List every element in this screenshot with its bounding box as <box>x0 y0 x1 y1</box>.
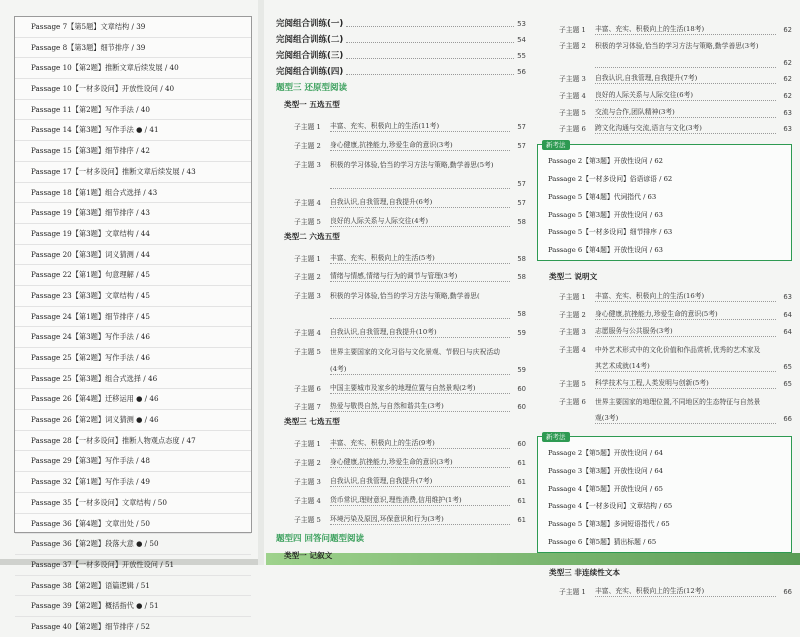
toc-entry <box>537 337 792 354</box>
subtopic-title: 自我认识,自我管理,自我提升(7考) <box>595 73 776 84</box>
subtopic-title: 良好的人际关系与人际交往(6考) <box>595 90 776 101</box>
passage-entry: Passage 8【第3题】细节排序 / 39 <box>15 38 251 59</box>
new-method-entry: Passage 2【第5题】开放性设问 / 64 <box>548 449 663 458</box>
page-number: 62 <box>783 25 792 34</box>
toc-entry <box>272 245 526 264</box>
new-method-entry: Passage 2【一材多设问】俗语谚语 / 62 <box>548 174 673 183</box>
passage-entry: Passage 26【第2题】词义猜测 ● / 46 <box>15 410 251 431</box>
passage-entry: Passage 32【第1题】写作手法 / 49 <box>15 472 251 493</box>
page-number: 61 <box>517 478 526 487</box>
toc-entry <box>537 355 792 372</box>
toc-entry <box>272 208 526 227</box>
subtopic-label: 子主题 6 <box>559 397 586 406</box>
toc-entry <box>272 430 526 449</box>
passage-entry: Passage 36【第2题】段落大意 ● / 50 <box>15 534 251 555</box>
toc-entry <box>272 506 526 525</box>
subtopic-label: 子主题 4 <box>294 199 321 207</box>
subtopic-title: 身心健康,抗挫能力,珍爱生命的意识(3考) <box>330 140 510 151</box>
right-toc-column <box>537 16 792 597</box>
new-method-entry: Passage 6【第4题】开放性设问 / 63 <box>548 246 663 255</box>
subtopic-label: 子主题 6 <box>559 125 586 134</box>
type-heading: 类型一 记叙文 <box>284 551 333 561</box>
subtopic-label: 子主题 6 <box>294 384 321 393</box>
toc-entry <box>537 68 792 85</box>
toc-entry <box>272 264 526 283</box>
subtopic-label: 子主题 4 <box>559 345 586 354</box>
passage-entry: Passage 17【一材多设问】推断文章后续发展 / 43 <box>15 162 251 183</box>
toc-entry <box>272 468 526 487</box>
page-number: 66 <box>783 587 792 596</box>
subtopic-label: 子主题 5 <box>559 380 586 389</box>
passage-entry: Passage 20【第3题】词义猜测 / 44 <box>15 245 251 266</box>
new-method-entry: Passage 5【第4题】代词指代 / 63 <box>548 192 657 201</box>
new-method-tag: 新考法 <box>542 432 570 442</box>
subtopic-title: (4考) <box>330 364 510 375</box>
new-method-box <box>537 141 792 261</box>
passage-entry: Passage 28【一材多设问】推断人物观点态度 / 47 <box>15 431 251 452</box>
subtopic-label: 子主题 1 <box>559 293 586 302</box>
passage-entry: Passage 25【第2题】写作手法 / 46 <box>15 348 251 369</box>
passage-entry: Passage 14【第3题】写作手法 ● / 41 <box>15 120 251 141</box>
page-number: 60 <box>517 440 526 449</box>
subtopic-title: 科学技术与工程,人类发明与创新(5考) <box>595 378 776 389</box>
toc-entry <box>272 301 526 320</box>
subtopic-title: 自我认识,自我管理,自我提升(7考) <box>330 476 510 487</box>
subtopic-label: 子主题 1 <box>294 254 321 263</box>
toc-entry <box>272 282 526 301</box>
toc-entry <box>537 285 792 302</box>
page-number: 59 <box>517 366 526 375</box>
subtopic-title: 丰富、充实、积极向上的生活(11考) <box>330 121 510 132</box>
page-number: 65 <box>783 380 792 389</box>
training-entry <box>272 64 526 80</box>
page-number: 64 <box>783 328 792 337</box>
passage-entry: Passage 35【一材多设问】文章结构 / 50 <box>15 493 251 514</box>
passage-entry: Passage 7【第5题】文章结构 / 39 <box>15 17 251 38</box>
new-method-box <box>537 433 792 553</box>
toc-entry <box>537 51 792 68</box>
subtopic-title: 积极的学习体验,恰当的学习方法与策略,勤学善思( <box>330 291 480 300</box>
passage-entry: Passage 40【第2题】细节排序 / 52 <box>31 621 150 631</box>
new-method-entry: Passage 2【第3题】开放性设问 / 62 <box>548 157 663 166</box>
subtopic-title: 身心健康,抗挫能力,珍爱生命的意识(5考) <box>595 309 776 320</box>
subtopic-title: 身心健康,抗挫能力,珍爱生命的意识(3考) <box>330 457 510 468</box>
passage-entry: Passage 18【第1题】组合式选择 / 43 <box>15 183 251 204</box>
passage-entry: Passage 10【第2题】推断文章后续发展 / 40 <box>15 58 251 79</box>
page-number: 63 <box>783 293 792 302</box>
page-number: 57 <box>517 123 526 131</box>
subtopic-title: 丰富、充实、积极向上的生活(12考) <box>595 586 776 597</box>
page-number: 54 <box>517 36 526 44</box>
subtopic-title: 世界主要国家的地理位置,不同地区的生态特征与自然景 <box>595 397 761 406</box>
subtopic-title: 中外艺术形式中的文化价值和作品赏析,优秀的艺术家及 <box>595 345 761 354</box>
subtopic-label: 子主题 7 <box>294 403 321 412</box>
passage-entry: Passage 24【第3题】写作手法 / 46 <box>15 327 251 348</box>
subtopic-label: 子主题 1 <box>294 440 321 449</box>
type-heading: 类型二 说明文 <box>549 271 598 281</box>
toc-entry <box>272 449 526 468</box>
middle-toc-column <box>272 16 526 564</box>
section-heading: 题型三 还原型阅读 <box>276 83 347 93</box>
passage-entry: Passage 38【第2题】语篇逻辑 / 51 <box>15 576 251 597</box>
subtopic-label: 子主题 3 <box>294 478 321 487</box>
subtopic-title: 丰富、充实、积极向上的生活(16考) <box>595 291 776 302</box>
toc-entry <box>537 320 792 337</box>
passage-entry: Passage 39【第2题】概括指代 ● / 51 <box>15 596 251 617</box>
page-number: 57 <box>517 142 526 150</box>
passage-entry: Passage 37【一材多设问】开放性设问 / 51 <box>15 555 251 576</box>
subtopic-label: 子主题 2 <box>294 273 321 282</box>
left-passage-list <box>14 16 252 631</box>
subtopic-label: 子主题 5 <box>559 108 586 117</box>
new-method-entry: Passage 5【第3题】多词短语指代 / 65 <box>548 520 670 529</box>
subtopic-label: 子主题 2 <box>294 142 321 150</box>
training-entry <box>272 16 526 32</box>
subtopic-title: 丰富、充实、积极向上的生活(18考) <box>595 24 776 35</box>
training-title: 完阅组合训练(四) <box>276 67 344 77</box>
toc-entry <box>537 35 792 52</box>
new-method-entry: Passage 6【第5题】猜出标题 / 65 <box>548 538 657 547</box>
page-number: 56 <box>517 68 526 76</box>
subtopic-title: 其艺术成就(14考) <box>595 361 776 372</box>
page-number: 61 <box>517 497 526 506</box>
type-heading: 类型三 七选五型 <box>284 417 340 427</box>
subtopic-label: 子主题 2 <box>559 310 586 319</box>
subtopic-label: 子主题 4 <box>294 497 321 506</box>
type-heading: 类型二 六选五型 <box>284 232 340 241</box>
subtopic-label: 子主题 5 <box>294 347 321 356</box>
page-number: 61 <box>517 516 526 525</box>
toc-entry <box>272 319 526 338</box>
subtopic-label: 子主题 4 <box>294 328 321 337</box>
page-number: 58 <box>517 310 526 319</box>
page-number: 66 <box>783 415 792 424</box>
subtopic-title: 丰富、充实、积极向上的生活(9考) <box>330 438 510 449</box>
type-heading: 类型一 五选五型 <box>284 100 340 109</box>
subtopic-title: 世界主要国家的文化习俗与文化景观、节假日与庆祝活动 <box>330 347 500 356</box>
book-gutter <box>258 0 264 565</box>
subtopic-title: 自我认识,自我管理,自我提升(6考) <box>330 197 510 208</box>
page-number: 57 <box>517 199 526 207</box>
passage-entry: Passage 19【第3题】文章结构 / 44 <box>15 224 251 245</box>
page-number: 62 <box>783 91 792 100</box>
page-number: 60 <box>517 384 526 393</box>
passage-entry: Passage 29【第3题】写作手法 / 48 <box>15 451 251 472</box>
passage-entry: Passage 15【第3题】细节排序 / 42 <box>15 141 251 162</box>
toc-entry <box>537 18 792 35</box>
new-method-entry: Passage 5【一材多设问】细节排序 / 63 <box>548 228 673 237</box>
toc-entry <box>272 357 526 376</box>
subtopic-title: 环境污染及原因,环保意识和行为(3考) <box>330 514 510 525</box>
toc-entry <box>537 101 792 118</box>
subtopic-title: 积极的学习体验,恰当的学习方法与策略,勤学善思(3考) <box>595 42 759 51</box>
page-number: 63 <box>783 125 792 134</box>
toc-entry <box>272 132 526 151</box>
page-number: 58 <box>517 254 526 263</box>
section-heading: 题型四 回答问题型阅读 <box>276 534 364 545</box>
page-number: 63 <box>783 108 792 117</box>
subtopic-title: 交流与合作,团队精神(3考) <box>595 107 776 118</box>
toc-entry <box>272 394 526 413</box>
subtopic-title: 丰富、充实、积极向上的生活(5考) <box>330 253 510 264</box>
training-entry <box>272 48 526 64</box>
toc-entry <box>537 118 792 135</box>
page-number: 57 <box>517 180 526 188</box>
subtopic-title: 自我认识,自我管理,自我提升(10考) <box>330 327 510 338</box>
toc-entry <box>272 487 526 506</box>
subtopic-title: 货币常识,理财意识,理性消费,信用维护(1考) <box>330 495 510 506</box>
new-method-entry: Passage 4【一材多设问】文章结构 / 65 <box>548 502 673 511</box>
toc-entry <box>272 189 526 208</box>
toc-entry <box>272 113 526 132</box>
passage-entry: Passage 19【第3题】细节排序 / 43 <box>15 203 251 224</box>
subtopic-title: 跨文化沟通与交流,语言与文化(3考) <box>595 123 776 134</box>
subtopic-title: 热爱与敬畏自然,与自然和谐共生(3考) <box>330 401 510 412</box>
page-number: 53 <box>517 20 526 28</box>
subtopic-title <box>330 318 510 319</box>
page-number: 64 <box>783 310 792 319</box>
page-number: 58 <box>517 218 526 226</box>
page-number: 60 <box>517 403 526 412</box>
toc-entry <box>537 407 792 424</box>
training-title: 完阅组合训练(二) <box>276 35 344 45</box>
subtopic-title: 积极的学习体验,恰当的学习方法与策略,勤学善思(5考) <box>330 161 494 169</box>
page-number: 59 <box>517 328 526 337</box>
passage-entry: Passage 22【第1题】句意理解 / 45 <box>15 265 251 286</box>
toc-entry <box>537 302 792 319</box>
toc-entry <box>272 151 526 170</box>
subtopic-title <box>595 67 776 68</box>
subtopic-label: 子主题 2 <box>294 459 321 468</box>
subtopic-label: 子主题 1 <box>559 25 586 34</box>
subtopic-label: 子主题 2 <box>559 42 586 51</box>
page-number: 62 <box>783 75 792 84</box>
passage-entry: Passage 26【第4题】迁移运用 ● / 46 <box>15 389 251 410</box>
passage-entry: Passage 25【第3题】组合式选择 / 46 <box>15 369 251 390</box>
subtopic-label: 子主题 4 <box>559 91 586 100</box>
toc-entry <box>272 338 526 357</box>
subtopic-label: 子主题 1 <box>559 587 586 596</box>
subtopic-title: 中国主要城市及家乡的地理位置与自然景观(2考) <box>330 383 510 394</box>
toc-entry <box>537 389 792 406</box>
page-number: 65 <box>783 362 792 371</box>
training-title: 完阅组合训练(三) <box>276 51 344 61</box>
training-entry <box>272 32 526 48</box>
page-number: 55 <box>517 52 526 60</box>
subtopic-title <box>330 188 510 189</box>
subtopic-label: 子主题 3 <box>559 75 586 84</box>
passage-entry: Passage 23【第3题】文章结构 / 45 <box>15 286 251 307</box>
subtopic-title: 良好的人际关系与人际交往(4考) <box>330 216 510 227</box>
subtopic-title: 观(3考) <box>595 413 776 424</box>
subtopic-label: 子主题 5 <box>294 516 321 525</box>
page-number: 61 <box>517 459 526 468</box>
new-method-entry: Passage 4【第5题】开放性设问 / 65 <box>548 484 663 493</box>
subtopic-title: 情绪与情感,情绪与行为的调节与管理(3考) <box>330 271 510 282</box>
subtopic-label: 子主题 3 <box>294 161 321 169</box>
toc-entry <box>537 84 792 101</box>
toc-entry <box>272 375 526 394</box>
subtopic-label: 子主题 3 <box>559 328 586 337</box>
page-number: 62 <box>783 58 792 67</box>
new-method-tag: 新考法 <box>542 140 570 150</box>
page-number: 58 <box>517 273 526 282</box>
type-heading: 类型三 非连续性文本 <box>549 567 620 577</box>
passage-entry: Passage 10【一材多设问】开放性设问 / 40 <box>15 79 251 100</box>
passage-entry: Passage 24【第1题】细节排序 / 45 <box>15 307 251 328</box>
new-method-entry: Passage 5【第3题】开放性设问 / 63 <box>548 210 663 219</box>
passage-entry: Passage 36【第4题】文章出处 / 50 <box>15 514 251 535</box>
toc-entry <box>272 170 526 189</box>
new-method-entry: Passage 3【第3题】开放性设问 / 64 <box>548 466 663 475</box>
subtopic-title: 志愿服务与公共服务(3考) <box>595 326 776 337</box>
subtopic-label: 子主题 5 <box>294 218 321 226</box>
toc-entry <box>537 372 792 389</box>
passage-entry: Passage 11【第2题】写作手法 / 40 <box>15 100 251 121</box>
training-title: 完阅组合训练(一) <box>276 19 344 29</box>
toc-entry <box>537 581 792 597</box>
subtopic-label: 子主题 1 <box>294 123 321 131</box>
subtopic-label: 子主题 3 <box>294 291 321 300</box>
